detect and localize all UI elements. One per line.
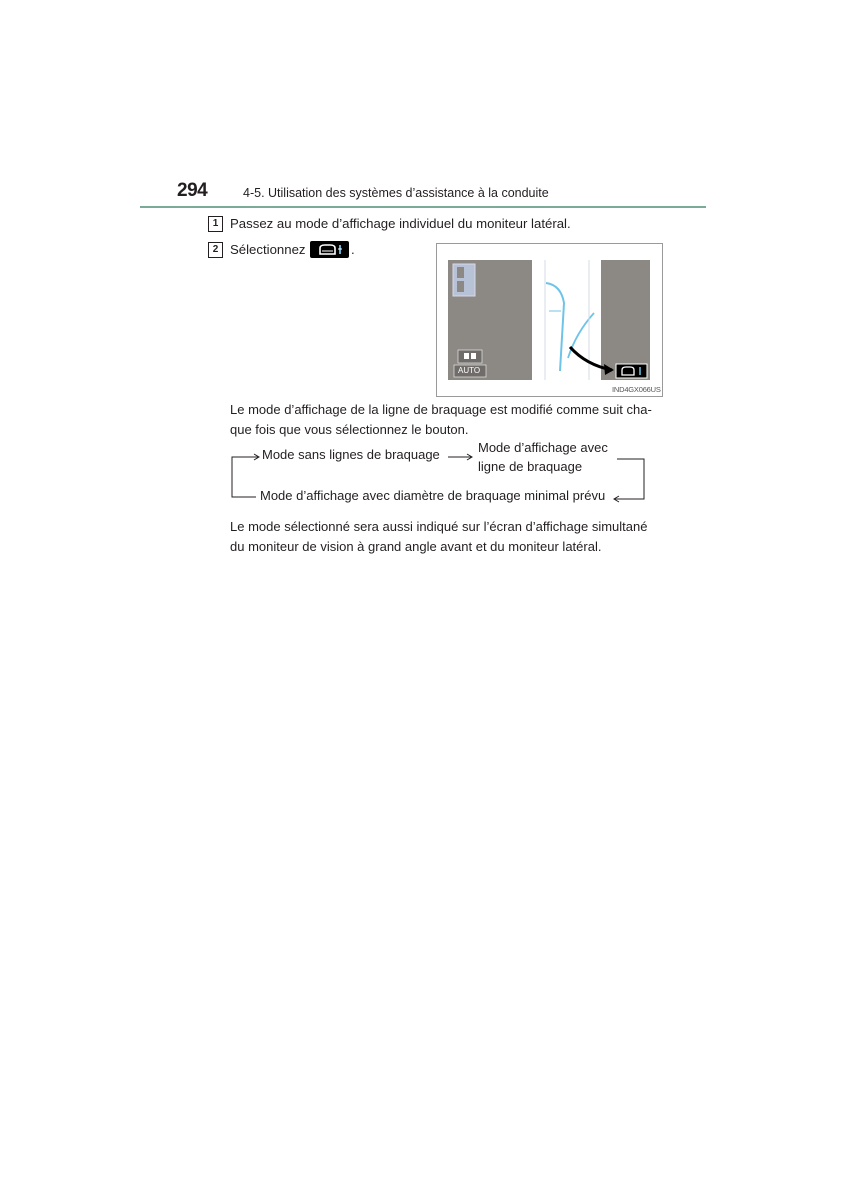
figure-id: IND4GX066US	[612, 385, 661, 394]
page-number: 294	[177, 180, 208, 201]
mode-no-lines-label: Mode sans lignes de braquage	[262, 447, 440, 462]
step-2-text: Sélectionnez	[230, 242, 306, 257]
auto-label: AUTO	[458, 366, 481, 375]
mode-cycle-diagram	[228, 440, 668, 510]
section-title: 4-5. Utilisation des systèmes d’assistance à la conduite	[243, 186, 549, 200]
step-1-text: Passez au mode d’affichage individuel du moniteur latéral.	[230, 216, 571, 231]
paragraph-2: Le mode sélectionné sera aussi indiqué sur l’écran d’affichage simultané du moniteur de vision à grand angle avant et du moniteur latéral.	[230, 519, 648, 554]
paragraph-1: Le mode d’affichage de la ligne de braquage est modifié comme suit cha- que fois que vous sélectionnez le bouton.	[230, 402, 652, 437]
step-number-1: 1	[208, 216, 223, 232]
header-rule	[140, 206, 706, 208]
steering-guide-button-icon	[310, 241, 349, 258]
mode-with-lines-label-1: Mode d’affichage avec	[478, 440, 608, 455]
mode-with-lines-label-2: ligne de braquage	[478, 459, 583, 474]
step-2-suffix: .	[351, 242, 355, 257]
step-number-2: 2	[208, 242, 223, 258]
mode-min-radius-label: Mode d’affichage avec diamètre de braquage minimal prévu	[260, 488, 606, 503]
